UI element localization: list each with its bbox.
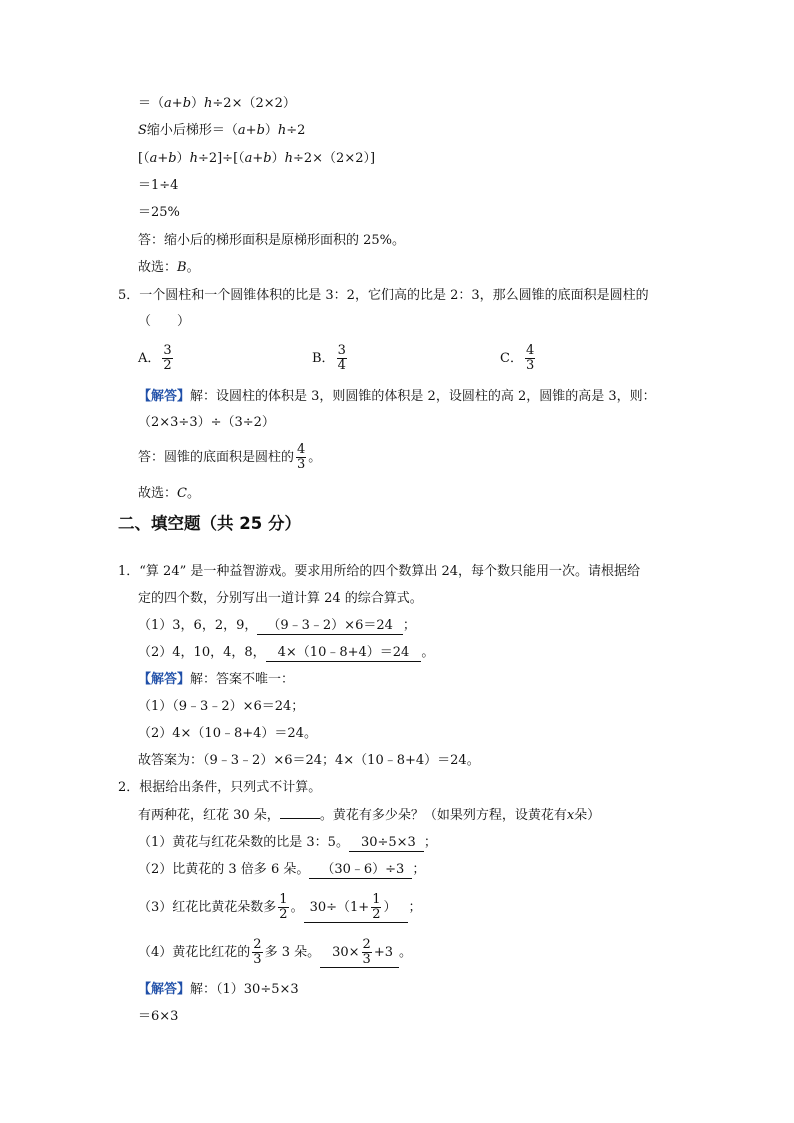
fraction: $\frac{4}{3}$ [525,343,535,373]
option-a: A． $\frac{3}{2}$ [138,343,172,373]
section-heading: 二、填空题（共 25 分） [118,514,301,533]
answer-line: 答：缩小后的梯形面积是原梯形面积的 25%。 [138,233,406,248]
equation-line: （2×3÷3）÷（3÷2） [138,415,275,430]
question-stem: 5．一个圆柱和一个圆锥体积的比是 3：2，它们高的比是 2：3，那么圆锥的底面积是圆柱的 [118,288,649,303]
answer-line: 答：圆锥的底面积是圆柱的 $\frac{4}{3}$ 。 [138,442,322,472]
fraction: $\frac{2}{3}$ [253,937,262,967]
fraction: $\frac{3}{4}$ [337,343,346,373]
question-part: （1）黄花与红花朵数的比是 3：5。 30÷5×3 ； [138,835,437,850]
answer-blank: （9﹣3﹣2）×6＝24 [257,618,403,635]
question-stem: 2．根据给出条件，只列式不计算。 [118,780,322,795]
equation-line: ＝（a+b）h÷2×（2×2） [138,96,296,111]
question-stem: （ ） [138,314,191,329]
fraction: $\frac{2}{3}$ [362,937,371,967]
equation-line: （1）（9﹣3﹣2）×6＝24； [138,699,305,714]
equation-line: [（a+b）h÷2]÷[（a+b）h÷2×（2×2）] [138,151,376,166]
answer-tag: 【解答】 [138,982,191,997]
question-part: （4）黄花比红花的 $\frac{2}{3}$ 多 3 朵。 30× $\frac{2}{3}$ +3 。 [138,937,413,967]
answer-tag: 【解答】 [138,389,191,404]
answer-blank: 30× $\frac{2}{3}$ +3 [320,938,399,968]
question-stem: 定的四个数，分别写出一道计算 24 的综合算式。 [138,591,423,606]
equation-line: ＝6×3 [138,1009,179,1024]
answer-blank: 30÷（1+ $\frac{1}{2}$ ） [304,893,409,923]
option-b: B． $\frac{3}{4}$ [312,343,346,373]
fraction: $\frac{1}{2}$ [372,892,381,922]
equation-line: ＝25% [138,205,180,220]
answer-line: 【解答】解：（1）30÷5×3 [138,982,299,997]
question-stem: 有两种花，红花 30 朵， 。黄花有多少朵？（如果列方程，设黄花有x朵） [138,808,601,823]
choice-line: 故选：B。 [138,260,200,275]
question-part: （2）比黄花的 3 倍多 6 朵。 （30﹣6）÷3 ； [138,862,426,877]
question-part: （2）4，10，4，8， 4×（10﹣8+4）＝24 。 [138,645,435,660]
equation-line: ＝1÷4 [138,178,179,193]
answer-line: 【解答】解：设圆柱的体积是 3，则圆锥的体积是 2，设圆柱的高 2，圆锥的高是 3，则： [138,389,656,404]
equation-line: S缩小后梯形＝（a+b）h÷2 [138,123,306,138]
fraction: $\frac{1}{2}$ [279,892,288,922]
answer-blank: 30÷5×3 [349,835,424,852]
equation-line: （2）4×（10﹣8+4）＝24。 [138,726,317,741]
question-stem: 1．“算 24” 是一种益智游戏。要求用所给的四个数算出 24，每个数只能用一次。请根据给 [118,564,641,579]
answer-blank: 4×（10﹣8+4）＝24 [266,645,422,662]
answer-line: 【解答】解：答案不唯一： [138,672,295,687]
option-c: C． $\frac{4}{3}$ [500,343,535,373]
question-part: （1）3，6，2，9， （9﹣3﹣2）×6＝24 ； [138,618,416,633]
question-part: （3）红花比黄花朵数多 $\frac{1}{2}$ 。 30÷（1+ $\frac{1}{2}$ ） ； [138,892,422,922]
answer-blank: （30﹣6）÷3 [309,862,412,879]
answer-blank [280,806,320,819]
answer-line: 故答案为：（9﹣3﹣2）×6＝24；4×（10﹣8+4）＝24。 [138,753,480,768]
answer-tag: 【解答】 [138,672,191,687]
choice-line: 故选：C。 [138,486,200,501]
fraction: $\frac{4}{3}$ [297,442,306,472]
fraction: $\frac{3}{2}$ [163,343,172,373]
